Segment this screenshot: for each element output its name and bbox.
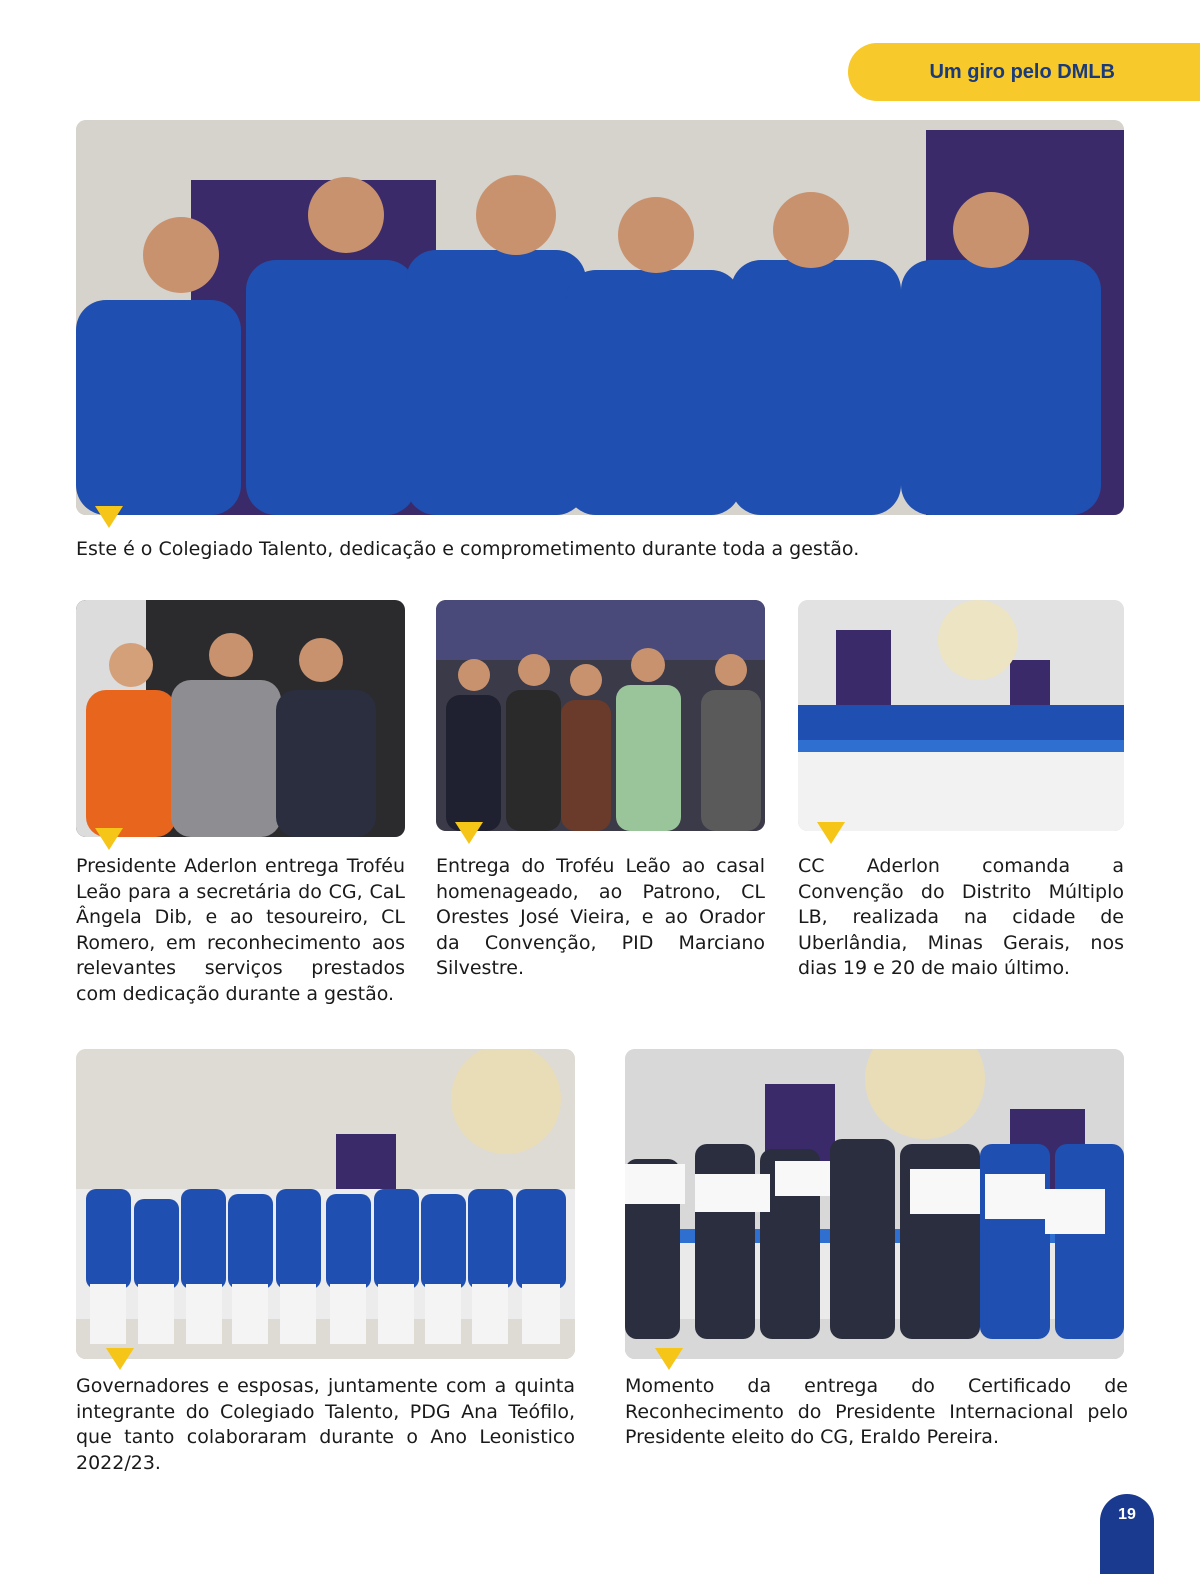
caption-trophy-secretary: Presidente Aderlon entrega Troféu Leão para a secretária do CG, CaL Ângela Dib, e ao tesoureiro, CL Romero, em reconhecimento aos relevantes serviços prestados com dedicação durante a gestão. xyxy=(76,855,405,1005)
photo-trophy-secretary xyxy=(76,600,405,837)
caption-marker xyxy=(455,822,483,844)
caption-marker xyxy=(106,1348,134,1370)
caption-marker xyxy=(817,822,845,844)
caption-marker xyxy=(95,828,123,850)
section-title: Um giro pelo DMLB xyxy=(929,61,1115,83)
photo-certificate-delivery xyxy=(625,1049,1124,1359)
main-caption: Este é o Colegiado Talento, dedicação e comprometimento durante toda a gestão. xyxy=(76,538,860,560)
caption-convention-table: CC Aderlon comanda a Convenção do Distrito Múltiplo LB, realizada na cidade de Uberlândia, Minas Gerais, nos dias 19 e 20 de maio último. xyxy=(798,855,1124,979)
photo-convention-table xyxy=(798,600,1124,831)
caption-certificate-delivery: Momento da entrega do Certificado de Reconhecimento do Presidente Internacional pelo Presidente eleito do CG, Eraldo Pereira. xyxy=(625,1375,1128,1448)
caption-trophy-couple: Entrega do Troféu Leão ao casal homenageado, ao Patrono, CL Orestes José Vieira, e ao Orador da Convenção, PID Marciano Silvestre. xyxy=(436,855,765,979)
caption-governors-group: Governadores e esposas, juntamente com a quinta integrante do Colegiado Talento, PDG Ana Teófilo, que tanto colaboraram durante o Ano Leonistico 2022/23. xyxy=(76,1375,575,1474)
main-photo xyxy=(76,120,1124,515)
caption-marker xyxy=(655,1348,683,1370)
page-number: 19 xyxy=(1118,1506,1136,1523)
photo-governors-group xyxy=(76,1049,575,1359)
photo-trophy-couple xyxy=(436,600,765,831)
caption-marker xyxy=(95,506,123,528)
page-number-tab xyxy=(1100,1494,1154,1574)
